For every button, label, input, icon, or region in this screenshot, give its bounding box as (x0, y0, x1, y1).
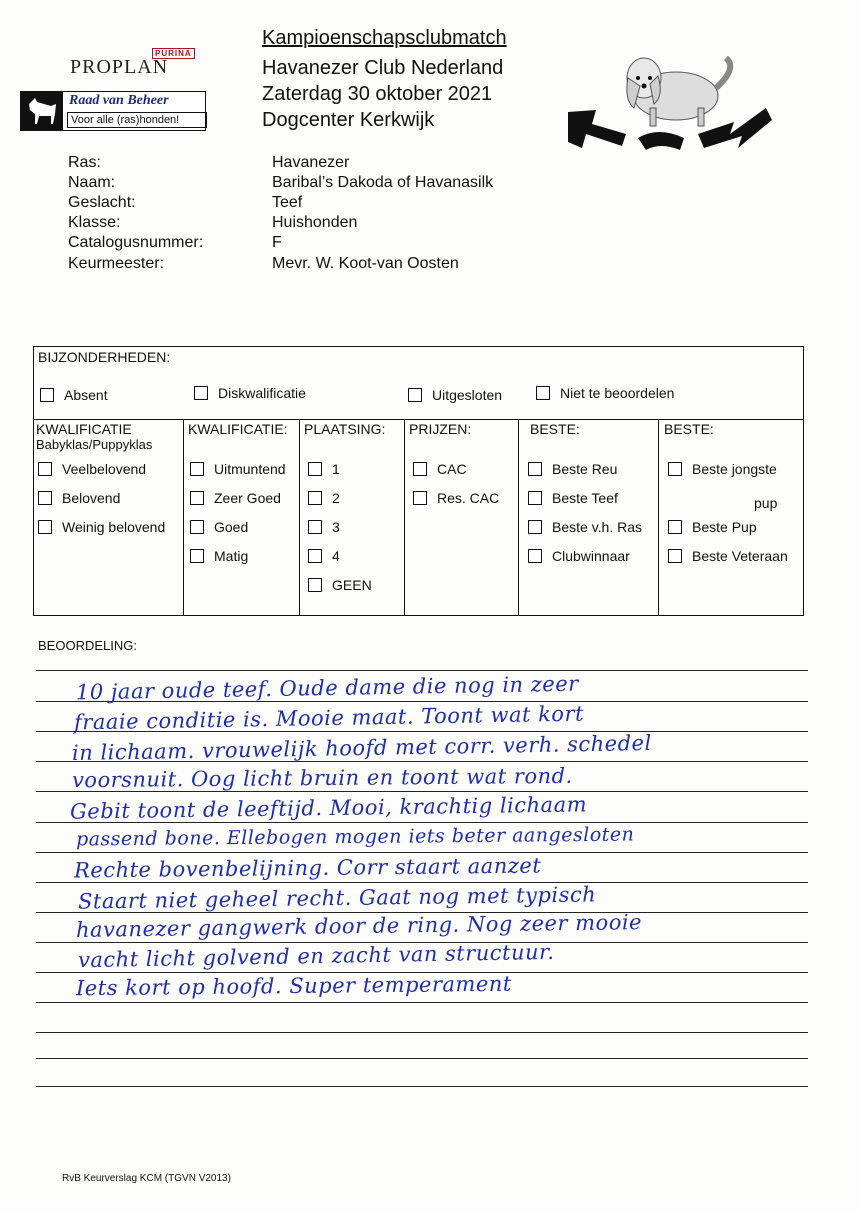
option-niet-te-beoordelen[interactable] (536, 385, 674, 401)
writing-line (36, 1058, 808, 1059)
option-label: GEEN (332, 577, 372, 593)
rvb-title: Raad van Beheer (69, 93, 169, 108)
checkbox[interactable] (38, 491, 52, 505)
proplan-logo: PROPLAN (70, 56, 169, 78)
option-label: 1 (332, 461, 340, 477)
option-label: Niet te beoordelen (560, 385, 675, 401)
info-value: Havanezer (272, 154, 350, 171)
checkbox[interactable] (308, 578, 322, 592)
writing-line (36, 1032, 808, 1033)
club-name: Havanezer Club Nederland (262, 57, 504, 79)
option-label: 3 (332, 519, 340, 535)
purina-logo: PURINA (152, 48, 195, 59)
judging-box (33, 346, 804, 616)
info-label: Keurmeester: (68, 255, 165, 272)
handwritten-line: vacht licht golvend en zacht van structuur. (77, 939, 555, 973)
divider (404, 419, 405, 615)
checkbox[interactable] (528, 549, 542, 563)
raad-van-beheer-logo (20, 91, 206, 131)
option-label: Uitmuntend (214, 461, 286, 477)
checkbox[interactable] (194, 386, 208, 400)
handwritten-line: passend bone. Ellebogen mogen iets beter aangesloten (75, 823, 635, 851)
divider (658, 419, 659, 615)
writing-line (36, 1002, 808, 1003)
option-beste-pup[interactable] (668, 519, 757, 535)
option-beste-vh-ras[interactable] (528, 519, 642, 535)
form-footer: RvB Keurverslag KCM (TGVN V2013) (62, 1173, 231, 1184)
dog-silhouette-icon (21, 92, 63, 130)
checkbox[interactable] (190, 520, 204, 534)
option-label: Beste Reu (552, 461, 618, 477)
col-heading: BESTE: (530, 421, 580, 437)
col-heading: PLAATSING: (304, 421, 386, 437)
checkbox[interactable] (408, 388, 422, 402)
handwritten-line: havanezer gangwerk door de ring. Nog zeer mooie (75, 910, 643, 942)
divider (183, 419, 184, 615)
info-label: Naam: (68, 174, 116, 191)
option-weinig-belovend[interactable] (38, 519, 165, 535)
option-label: Absent (64, 387, 108, 403)
writing-line (36, 882, 808, 883)
option-goed[interactable] (190, 519, 248, 535)
option-label: Beste Veteraan (692, 548, 788, 564)
divider (299, 419, 300, 615)
handwritten-line: fraaie conditie is. Mooie maat. Toont wat kort (73, 701, 585, 735)
col-subheading: Babyklas/Puppyklas (36, 437, 153, 452)
option-uitgesloten[interactable] (408, 387, 502, 403)
option-beste-reu[interactable] (528, 461, 617, 477)
writing-line (36, 852, 808, 853)
option-absent[interactable] (40, 387, 108, 403)
option-veelbelovend[interactable] (38, 461, 146, 477)
checkbox[interactable] (413, 462, 427, 476)
option-plaats-1[interactable] (308, 461, 340, 477)
option-label: Zeer Goed (214, 490, 281, 506)
divider (518, 419, 519, 615)
event-venue: Dogcenter Kerkwijk (262, 109, 435, 131)
havanese-dog-icon (627, 58, 730, 126)
info-label: Catalogusnummer: (68, 234, 204, 251)
option-label: Beste v.h. Ras (552, 519, 643, 535)
col-heading: PRIJZEN: (409, 421, 472, 437)
option-beste-teef[interactable] (528, 490, 618, 506)
option-clubwinnaar[interactable] (528, 548, 630, 564)
option-label: Beste Pup (692, 519, 757, 535)
option-geen[interactable] (308, 577, 372, 593)
writing-line (36, 1086, 808, 1087)
option-plaats-4[interactable] (308, 548, 340, 564)
option-label: 2 (332, 490, 340, 506)
handwritten-line: in lichaam. vrouwelijk hoofd met corr. verh. schedel (71, 730, 652, 766)
option-uitmuntend[interactable] (190, 461, 286, 477)
checkbox[interactable] (528, 462, 542, 476)
info-label: Ras: (68, 154, 101, 171)
option-label: Veelbelovend (62, 461, 147, 477)
checkbox[interactable] (190, 491, 204, 505)
option-label: 4 (332, 548, 340, 564)
checkbox[interactable] (536, 386, 550, 400)
divider (34, 419, 803, 420)
checkbox[interactable] (308, 462, 322, 476)
handwritten-line: voorsnuit. Oog licht bruin en toont wat rond. (71, 763, 573, 793)
info-value: Mevr. W. Koot-van Oosten (272, 255, 459, 272)
checkbox[interactable] (308, 520, 322, 534)
checkbox[interactable] (308, 491, 322, 505)
handwritten-line: Iets kort op hoofd. Super temperament (75, 971, 512, 1001)
option-label: Beste Teef (552, 490, 618, 506)
option-zeer-goed[interactable] (190, 490, 281, 506)
event-date: Zaterdag 30 oktober 2021 (262, 83, 493, 105)
checkbox[interactable] (38, 520, 52, 534)
info-value: Baribal’s Dakoda of Havanasilk (272, 174, 494, 191)
option-label: Weinig belovend (62, 519, 166, 535)
option-diskwalificatie[interactable] (194, 385, 306, 401)
col-heading: KWALIFICATIE (36, 421, 132, 437)
option-label: Goed (214, 519, 249, 535)
checkbox[interactable] (40, 388, 54, 402)
kcm-logo (566, 38, 776, 163)
option-beste-veteraan[interactable] (668, 548, 788, 564)
checkbox[interactable] (668, 462, 682, 476)
option-label: Clubwinnaar (552, 548, 630, 564)
option-cac[interactable] (413, 461, 467, 477)
beoordeling-heading: BEOORDELING: (38, 638, 137, 653)
info-label: Geslacht: (68, 194, 136, 211)
option-label: Diskwalificatie (218, 385, 306, 401)
event-title: Kampioenschapsclubmatch (262, 27, 507, 49)
checkbox[interactable] (190, 462, 204, 476)
option-belovend[interactable] (38, 490, 120, 506)
option-label: CAC (437, 461, 467, 477)
bijzonderheden-heading: BIJZONDERHEDEN: (38, 349, 171, 365)
checkbox[interactable] (413, 491, 427, 505)
option-label: Belovend (62, 490, 121, 506)
col-heading: KWALIFICATIE: (188, 421, 288, 437)
info-value: F (272, 234, 282, 251)
option-plaats-3[interactable] (308, 519, 340, 535)
option-matig[interactable] (190, 548, 248, 564)
checkbox[interactable] (308, 549, 322, 563)
option-beste-jongste-pup[interactable] (668, 461, 777, 477)
checkbox[interactable] (190, 549, 204, 563)
option-label: Beste jongste (692, 461, 777, 477)
rvb-subtitle: Voor alle (ras)honden! (67, 112, 207, 128)
option-res-cac[interactable] (413, 490, 499, 506)
option-label: Uitgesloten (432, 387, 503, 403)
handwritten-line: Gebit toont de leeftijd. Mooi, krachtig lichaam (69, 792, 588, 824)
checkbox[interactable] (528, 491, 542, 505)
info-value: Huishonden (272, 214, 358, 231)
checkbox[interactable] (528, 520, 542, 534)
checkbox[interactable] (668, 549, 682, 563)
handwritten-line: 10 jaar oude teef. Oude dame die nog in zeer (75, 671, 579, 705)
info-label: Klasse: (68, 214, 121, 231)
handwritten-line: Staart niet geheel recht. Gaat nog met typisch (77, 882, 597, 914)
checkbox[interactable] (668, 520, 682, 534)
option-plaats-2[interactable] (308, 490, 340, 506)
option-label: Res. CAC (437, 490, 500, 506)
option-label: Matig (214, 548, 249, 564)
handwritten-line: Rechte bovenbelijning. Corr staart aanzet (73, 853, 542, 883)
info-value: Teef (272, 194, 303, 211)
col-heading: BESTE: (664, 421, 714, 437)
writing-line (36, 670, 808, 671)
checkbox[interactable] (38, 462, 52, 476)
option-label-continued: pup (754, 495, 778, 511)
